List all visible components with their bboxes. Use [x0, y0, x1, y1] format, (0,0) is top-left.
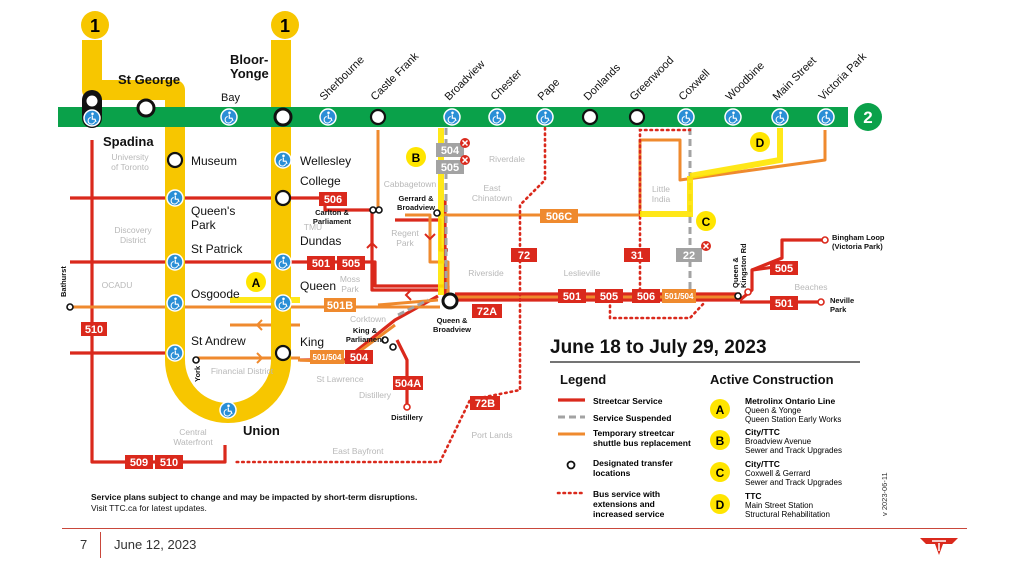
svg-text:Parliament: Parliament: [312, 217, 352, 226]
legend-shuttle-1: Temporary streetcar: [593, 428, 675, 438]
construction-item-a: [710, 396, 841, 424]
construction-title: Active Construction: [710, 372, 834, 387]
line-1-number-east: 1: [279, 16, 291, 36]
spadina-station: [82, 90, 102, 128]
svg-text:Regent: Regent: [391, 228, 419, 238]
svg-text:Coxwell & Gerrard: Coxwell & Gerrard: [745, 469, 811, 478]
legend-suspended: Service Suspended: [593, 413, 672, 423]
legend-bus-1: Bus service with: [593, 489, 661, 499]
svg-text:501: 501: [774, 298, 794, 310]
svg-text:Metrolinx Ontario Line: Metrolinx Ontario Line: [745, 396, 836, 406]
station-label-union: Union: [243, 423, 280, 438]
svg-text:A: A: [715, 403, 725, 417]
svg-text:Chinatown: Chinatown: [471, 193, 513, 203]
svg-text:Port Lands: Port Lands: [471, 430, 513, 440]
svg-text:31: 31: [630, 250, 644, 262]
svg-text:B: B: [411, 151, 421, 165]
svg-text:506: 506: [323, 194, 343, 206]
svg-text:Broadview: Broadview: [433, 325, 471, 334]
station-label-bloor: Bloor-: [230, 52, 269, 67]
line-2-station-labels: [221, 50, 869, 104]
svg-text:OCADU: OCADU: [101, 280, 133, 290]
station-label-broadview: Broadview: [442, 58, 488, 104]
station-label-sherbourne: Sherbourne: [317, 53, 367, 104]
svg-text:72A: 72A: [476, 306, 498, 318]
website-note: Visit TTC.ca for latest updates.: [91, 503, 207, 513]
line-1-number-west: 1: [89, 16, 101, 36]
svg-text:Queen &: Queen &: [436, 316, 468, 325]
svg-text:Little: Little: [652, 184, 670, 194]
svg-text:Broadview: Broadview: [397, 203, 435, 212]
svg-text:Neville: Neville: [830, 296, 855, 305]
station-label-spadina: Spadina: [103, 134, 154, 149]
svg-text:510: 510: [159, 457, 179, 469]
legend-title: Legend: [560, 372, 607, 387]
station-label-victoria-park: Victoria Park: [816, 50, 870, 104]
svg-text:Moss: Moss: [339, 274, 361, 284]
station-label-st-george: St George: [118, 72, 181, 87]
station-label-queen: Queen: [300, 279, 337, 293]
svg-text:City/TTC: City/TTC: [745, 459, 780, 469]
svg-text:D: D: [715, 498, 725, 512]
svg-text:505: 505: [774, 263, 794, 275]
station-label-greenwood: Greenwood: [627, 54, 677, 104]
svg-text:Leslieville: Leslieville: [563, 268, 601, 278]
svg-text:509: 509: [129, 457, 149, 469]
svg-text:504: 504: [440, 145, 460, 157]
station-label-st-patrick: St Patrick: [191, 242, 243, 256]
svg-text:501: 501: [562, 291, 582, 303]
svg-text:District: District: [120, 235, 146, 245]
station-label-wellesley: Wellesley: [300, 154, 352, 168]
svg-text:King &: King &: [352, 326, 378, 335]
legend: [558, 372, 691, 519]
legend-streetcar: Streetcar Service: [593, 396, 663, 406]
svg-text:Park: Park: [830, 305, 847, 314]
svg-text:Structural Rehabilitation: Structural Rehabilitation: [745, 510, 830, 519]
station-label-pape: Pape: [535, 76, 563, 104]
station-label-main-street: Main Street: [770, 54, 819, 104]
version-stamp: v 2023-06-11: [880, 472, 889, 516]
svg-text:Riverdale: Riverdale: [489, 154, 525, 164]
construction-item-d: [710, 491, 830, 519]
svg-text:501/504: 501/504: [312, 353, 342, 362]
svg-text:Beaches: Beaches: [794, 282, 828, 292]
ttc-logo-icon: [918, 534, 960, 558]
svg-text:City/TTC: City/TTC: [745, 427, 780, 437]
station-label-yonge: Yonge: [230, 66, 269, 81]
svg-text:Park: Park: [396, 238, 414, 248]
svg-text:506: 506: [636, 291, 656, 303]
svg-text:505: 505: [599, 291, 619, 303]
station-label-queens-park: Park: [191, 218, 216, 232]
svg-text:Discovery: Discovery: [114, 225, 152, 235]
svg-text:TTC: TTC: [745, 491, 762, 501]
page-title: June 18 to July 29, 2023: [550, 337, 767, 358]
svg-text:Kingston Rd: Kingston Rd: [739, 243, 748, 288]
svg-text:Bathurst: Bathurst: [59, 266, 68, 297]
legend-shuttle-2: shuttle bus replacement: [593, 438, 691, 448]
svg-text:Queen &: Queen &: [731, 257, 740, 288]
svg-text:22: 22: [682, 250, 696, 262]
page-footer: [0, 528, 1024, 566]
legend-transfer-1: Designated transfer: [593, 458, 673, 468]
page-number: 7: [80, 537, 88, 552]
svg-text:Sewer and Track Upgrades: Sewer and Track Upgrades: [745, 446, 842, 455]
svg-text:Distillery: Distillery: [391, 413, 423, 422]
station-label-osgoode: Osgoode: [191, 287, 240, 301]
construction-item-c: [710, 459, 842, 487]
station-label-donlands: Donlands: [581, 61, 623, 104]
svg-text:505: 505: [440, 162, 460, 174]
svg-text:72B: 72B: [474, 398, 496, 410]
svg-text:York: York: [193, 365, 202, 382]
svg-text:Carlton &: Carlton &: [315, 208, 349, 217]
svg-text:Gerrard &: Gerrard &: [398, 194, 434, 203]
svg-text:501B: 501B: [326, 300, 354, 312]
svg-text:C: C: [701, 215, 711, 229]
svg-text:(Victoria Park): (Victoria Park): [832, 242, 883, 251]
svg-text:Main Street Station: Main Street Station: [745, 501, 814, 510]
footer-rule: [62, 528, 967, 529]
station-label-woodbine: Woodbine: [723, 59, 768, 104]
svg-text:501: 501: [311, 258, 331, 270]
svg-text:India: India: [651, 194, 671, 204]
svg-text:of Toronto: of Toronto: [111, 162, 149, 172]
bloor-yonge-station: [275, 109, 291, 125]
svg-text:Broadview Avenue: Broadview Avenue: [745, 437, 812, 446]
svg-text:506C: 506C: [545, 211, 573, 223]
svg-text:East: East: [483, 183, 501, 193]
station-label-college: College: [300, 174, 341, 188]
svg-text:510: 510: [84, 324, 104, 336]
svg-text:TMU: TMU: [303, 222, 323, 232]
svg-text:A: A: [251, 276, 261, 290]
svg-text:Central: Central: [179, 427, 207, 437]
station-label-st-andrew: St Andrew: [191, 334, 246, 348]
svg-text:Bingham Loop: Bingham Loop: [832, 233, 885, 242]
svg-text:Distillery: Distillery: [358, 390, 392, 400]
legend-bus-3: increased service: [593, 509, 665, 519]
station-label-dundas: Dundas: [300, 234, 342, 248]
construction-item-b: [710, 427, 842, 455]
svg-text:B: B: [715, 434, 725, 448]
svg-text:504A: 504A: [394, 378, 422, 390]
station-label-castle-frank: Castle Frank: [368, 50, 422, 104]
svg-text:University: University: [111, 152, 149, 162]
svg-text:Cabbagetown: Cabbagetown: [383, 179, 437, 189]
svg-text:Riverside: Riverside: [468, 268, 504, 278]
svg-text:Parliament: Parliament: [345, 335, 385, 344]
svg-text:D: D: [755, 136, 765, 150]
line-2-number: 2: [863, 108, 873, 127]
legend-transfer-2: locations: [593, 468, 631, 478]
station-label-chester: Chester: [488, 67, 525, 104]
svg-text:Sewer and Track Upgrades: Sewer and Track Upgrades: [745, 478, 842, 487]
svg-text:72: 72: [517, 250, 531, 262]
svg-text:Queen Station Early Works: Queen Station Early Works: [745, 415, 842, 424]
legend-bus-2: extensions and: [593, 499, 655, 509]
svg-text:East Bayfront: East Bayfront: [332, 446, 384, 456]
station-label-queens: Queen's: [191, 204, 236, 218]
svg-text:Financial District: Financial District: [210, 366, 274, 376]
svg-text:504: 504: [349, 352, 369, 364]
footer-date: June 12, 2023: [114, 537, 197, 552]
svg-text:501/504: 501/504: [664, 292, 694, 301]
station-label-coxwell: Coxwell: [676, 67, 713, 104]
station-label-king: King: [300, 335, 325, 349]
svg-text:505: 505: [341, 258, 361, 270]
svg-text:Queen & Yonge: Queen & Yonge: [745, 406, 802, 415]
svg-text:St Lawrence: St Lawrence: [316, 374, 364, 384]
disclaimer-note: Service plans subject to change and may be impacted by short-term disruptions.: [91, 492, 418, 502]
station-label-museum: Museum: [191, 154, 238, 168]
svg-text:Park: Park: [341, 284, 359, 294]
station-label-bay: Bay: [221, 92, 240, 104]
svg-text:Waterfront: Waterfront: [173, 437, 213, 447]
active-construction: [710, 372, 842, 519]
queen-broadview-transfer: [443, 294, 457, 308]
svg-text:Corktown: Corktown: [350, 314, 386, 324]
footer-separator: [100, 532, 101, 558]
svg-text:C: C: [715, 466, 725, 480]
